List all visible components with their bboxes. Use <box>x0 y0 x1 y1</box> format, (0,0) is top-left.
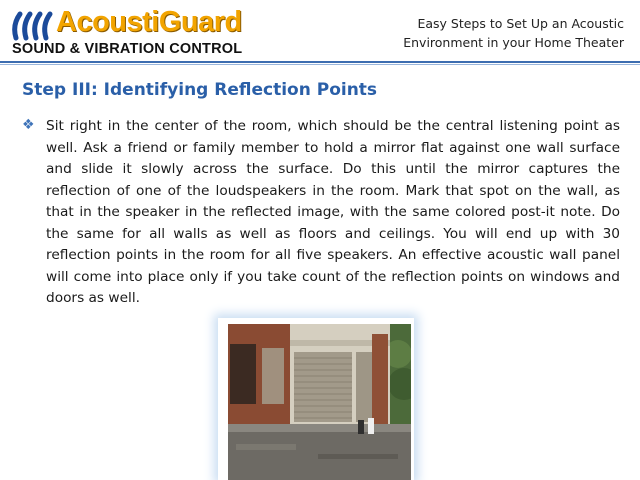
logo-wordmark: AcoustiGuard <box>56 6 242 38</box>
bullet-text: Sit right in the center of the room, which should be the central listening point as well. Ask a friend or family member to hold a mirror flat against one wall surface and slide it slowly across the surface. Do this until the mirror captures the reflection of one of the loudspeakers in the room. Mark that spot on the wall, as that in the speaker in the reflected image, with the same colored post-it note. Do the same for all walls as well as floors and ceilings. You will end up with 30 reflection points in the room for all five speakers. An effective acoustic wall panel will come into place only if you take count of the reflection points on windows and doors as well. <box>46 118 620 306</box>
header-caption <box>364 14 624 52</box>
acoustiguard-logo <box>8 6 248 58</box>
sound-waves-icon <box>10 8 56 42</box>
step-title: Step III: Identifying Reflection Points <box>22 80 378 100</box>
logo-tagline: SOUND & VIBRATION CONTROL <box>12 41 243 57</box>
header-caption-line-2: Environment in your Home Theater <box>403 35 624 50</box>
diamond-bullet-icon: ❖ <box>22 117 35 133</box>
bullet-item <box>22 116 620 310</box>
building-photo-illustration <box>228 324 411 480</box>
header-caption-line-1: Easy Steps to Set Up an Acoustic <box>417 16 624 31</box>
photo-frame <box>218 318 414 480</box>
header-divider <box>0 61 640 63</box>
building-photo <box>228 324 411 480</box>
header-divider-accent <box>0 64 640 65</box>
